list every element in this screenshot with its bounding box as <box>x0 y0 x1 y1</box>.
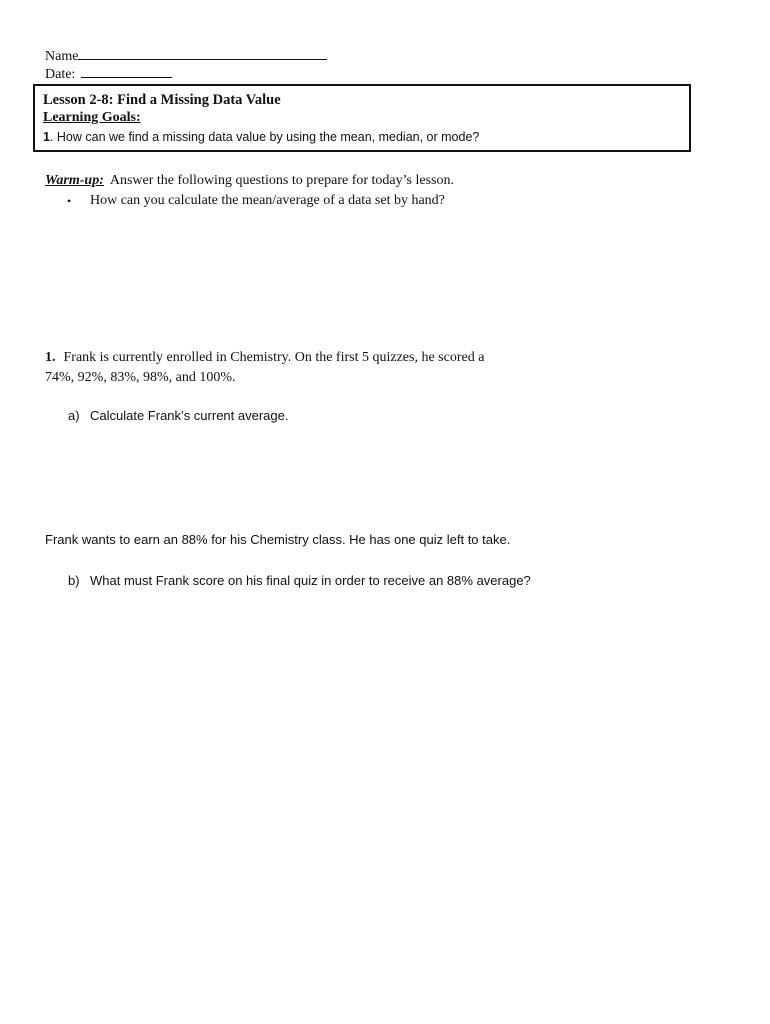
part-a-text: Calculate Frank’s current average. <box>90 408 289 423</box>
bullet-icon: • <box>67 194 72 208</box>
learning-goals-box <box>33 84 691 152</box>
name-label: Name <box>45 49 79 64</box>
learning-goal-item <box>43 130 479 144</box>
date-label: Date: <box>45 67 76 82</box>
warmup-label: Warm-up: <box>45 173 104 188</box>
warmup-bullet: How can you calculate the mean/average of a data set by hand? <box>90 193 445 208</box>
part-b-text: What must Frank score on his final quiz in order to receive an 88% average? <box>90 573 531 588</box>
warmup-instruction: Answer the following questions to prepare for today’s lesson. <box>109 173 454 188</box>
question-1-line-1 <box>45 348 484 368</box>
lesson-title: Lesson 2-8: Find a Missing Data Value <box>43 92 281 108</box>
learning-goals-label: Learning Goals: <box>43 110 141 125</box>
date-blank-line[interactable] <box>81 66 172 78</box>
part-b-letter: b) <box>68 573 80 588</box>
warmup-line <box>45 173 454 189</box>
goal-number: 1 <box>43 130 50 144</box>
part-a-letter: a) <box>68 408 80 423</box>
name-field[interactable] <box>45 48 327 65</box>
question-1-line-2: 74%, 92%, 83%, 98%, and 100%. <box>45 370 236 385</box>
question-1-text: Frank is currently enrolled in Chemistry. On the first 5 quizzes, he scored a <box>63 350 485 365</box>
date-field[interactable] <box>45 66 172 83</box>
part-a <box>68 408 288 423</box>
name-blank-line[interactable] <box>78 48 327 60</box>
question-context: Frank wants to earn an 88% for his Chemistry class. He has one quiz left to take. <box>45 532 511 547</box>
part-b <box>68 573 531 588</box>
goal-text: . How can we find a missing data value by using the mean, median, or mode? <box>49 130 480 144</box>
question-number: 1. <box>45 350 56 365</box>
